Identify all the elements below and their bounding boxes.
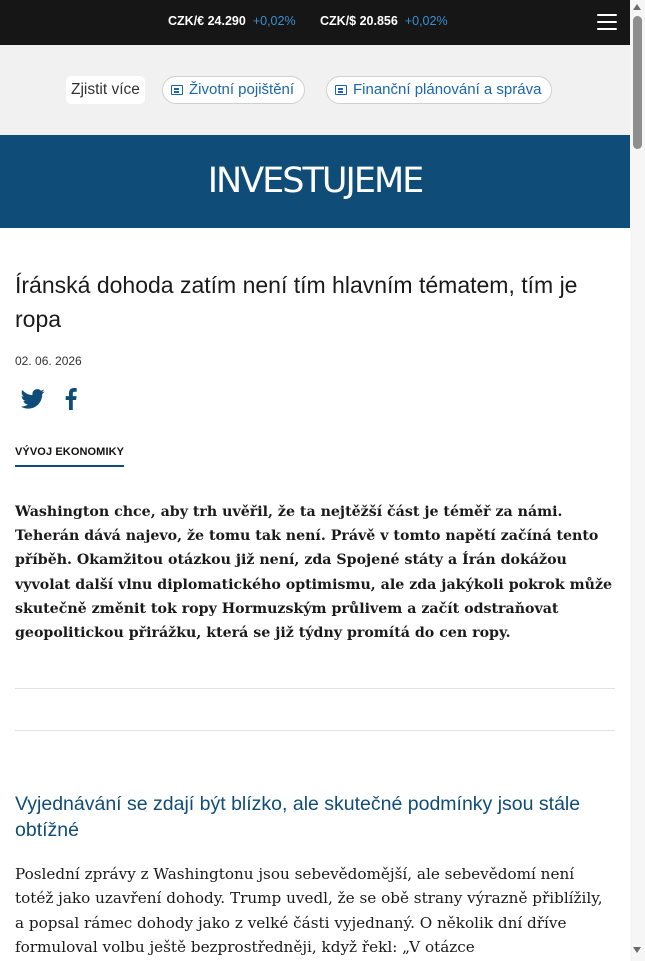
ticker-usd [320, 14, 448, 28]
scroll-up-arrow-icon[interactable] [633, 4, 641, 10]
ticker-usd-change: +0,02% [404, 14, 448, 28]
promo-link-financial-planning[interactable] [326, 76, 552, 104]
scroll-down-arrow-icon[interactable] [633, 947, 641, 953]
article-body: Poslední zprávy z Washingtonu jsou sebevědomější, ale sebevědomí není totéž jako uzavření dohody. Trump uvedl, že se obě strany výrazně přiblížily, a popsal rámec dohody jako z velké části vyjednaný. O několik dní dříve formuloval volbu ještě bezprostředněji, když řekl: „V otázce [15, 865, 603, 956]
ticker-eur-rate: CZK/€ 24.290 [168, 14, 246, 28]
newspaper-icon [335, 85, 347, 95]
ticker-usd-rate: CZK/$ 20.856 [320, 14, 398, 28]
promo-link-life-insurance[interactable] [162, 76, 305, 104]
article-category[interactable]: VÝVOJ EKONOMIKY [15, 446, 124, 467]
divider [15, 730, 615, 731]
divider [15, 688, 615, 689]
hamburger-menu-icon[interactable] [597, 13, 617, 31]
site-logo[interactable]: INVESTUJEME [207, 161, 423, 201]
article-date: 02. 06. 2026 [15, 354, 82, 368]
scrollbar-thumb[interactable] [633, 16, 642, 149]
promo-bar [0, 45, 630, 135]
article-lead: Washington chce, aby trh uvěřil, že ta nejtěžší část je téměř za námi. Teherán dává najevo, že tomu tak není. Právě v tomto napětí začíná tento příběh. Okamžitou otázkou již není, zda Spojené státy a Írán dokážou vyvolat další vlnu diplomatického optimismu, ale zda jakýkoli pokrok může skutečně změnit tok ropy Hormuzským průlivem a začít odstraňovat geopolitickou přirážku, která se již týdny promítá do cen ropy. [15, 504, 613, 642]
learn-more-label: Zjistit více [66, 76, 145, 104]
ticker-eur [168, 14, 296, 28]
scrollbar[interactable] [630, 0, 645, 961]
article-title: Íránská dohoda zatím není tím hlavním tématem, tím je ropa [15, 272, 578, 332]
currency-ticker [0, 0, 630, 45]
ticker-eur-change: +0,02% [252, 14, 296, 28]
promo-link-label: Životní pojištění [189, 81, 295, 98]
promo-link-label: Finanční plánování a správa [353, 81, 542, 98]
article-subheading: Vyjednávání se zdají být blízko, ale skutečné podmínky jsou stále obtížné [15, 793, 581, 841]
twitter-icon[interactable] [21, 388, 45, 410]
facebook-icon[interactable] [63, 388, 79, 410]
newspaper-icon [171, 85, 183, 95]
brand-header [0, 135, 630, 228]
